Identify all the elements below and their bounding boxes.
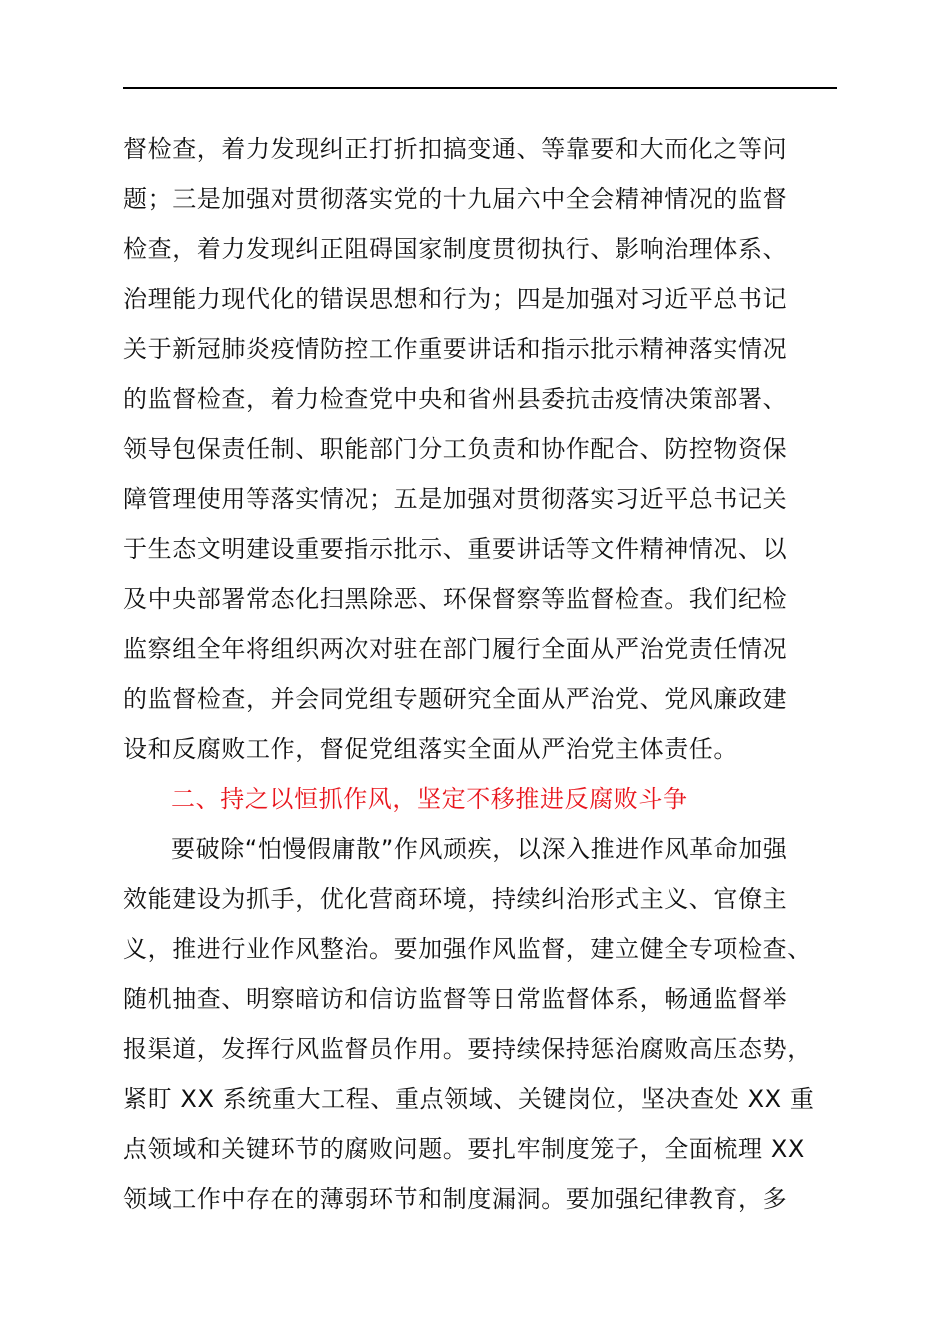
paragraph-line: 的监督检查，并会同党组专题研究全面从严治党、党风廉政建 <box>123 685 788 713</box>
paragraph-line: 紧盯 XX 系统重大工程、重点领域、关键岗位，坚决查处 XX 重 <box>123 1085 815 1113</box>
paragraph-line: 治理能力现代化的错误思想和行为；四是加强对习近平总书记 <box>123 285 788 313</box>
section-heading: 二、持之以恒抓作风，坚定不移推进反腐败斗争 <box>171 785 688 813</box>
paragraph-line: 障管理使用等落实情况；五是加强对贯彻落实习近平总书记关 <box>123 485 788 513</box>
paragraph-line: 领导包保责任制、职能部门分工负责和协作配合、防控物资保 <box>123 435 788 463</box>
paragraph-line: 报渠道，发挥行风监督员作用。要持续保持惩治腐败高压态势， <box>123 1035 812 1063</box>
paragraph-line: 关于新冠肺炎疫情防控工作重要讲话和指示批示精神落实情况 <box>123 335 788 363</box>
paragraph-line: 题；三是加强对贯彻落实党的十九届六中全会精神情况的监督 <box>123 185 788 213</box>
paragraph-line: 于生态文明建设重要指示批示、重要讲话等文件精神情况、以 <box>123 535 788 563</box>
paragraph-line: 点领域和关键环节的腐败问题。要扎牢制度笼子，全面梳理 XX <box>123 1135 805 1163</box>
paragraph-line: 的监督检查，着力检查党中央和省州县委抗击疫情决策部署、 <box>123 385 788 413</box>
paragraph-line: 监察组全年将组织两次对驻在部门履行全面从严治党责任情况 <box>123 635 788 663</box>
paragraph-line: 要破除“怕慢假庸散”作风顽疾，以深入推进作风革命加强 <box>171 835 788 863</box>
body-text <box>123 124 883 1224</box>
paragraph-line: 及中央部署常态化扫黑除恶、环保督察等监督检查。我们纪检 <box>123 585 788 613</box>
paragraph-line: 效能建设为抓手，优化营商环境，持续纠治形式主义、官僚主 <box>123 885 788 913</box>
paragraph-line: 随机抽查、明察暗访和信访监督等日常监督体系，畅通监督举 <box>123 985 788 1013</box>
paragraph-line: 设和反腐败工作，督促党组落实全面从严治党主体责任。 <box>123 735 738 763</box>
header-rule <box>123 87 837 89</box>
paragraph-line: 领域工作中存在的薄弱环节和制度漏洞。要加强纪律教育，多 <box>123 1185 788 1213</box>
paragraph-line: 督检查，着力发现纠正打折扣搞变通、等靠要和大而化之等问 <box>123 135 788 163</box>
paragraph-line: 检查，着力发现纠正阻碍国家制度贯彻执行、影响治理体系、 <box>123 235 788 263</box>
paragraph-line: 义，推进行业作风整治。要加强作风监督，建立健全专项检查、 <box>123 935 812 963</box>
